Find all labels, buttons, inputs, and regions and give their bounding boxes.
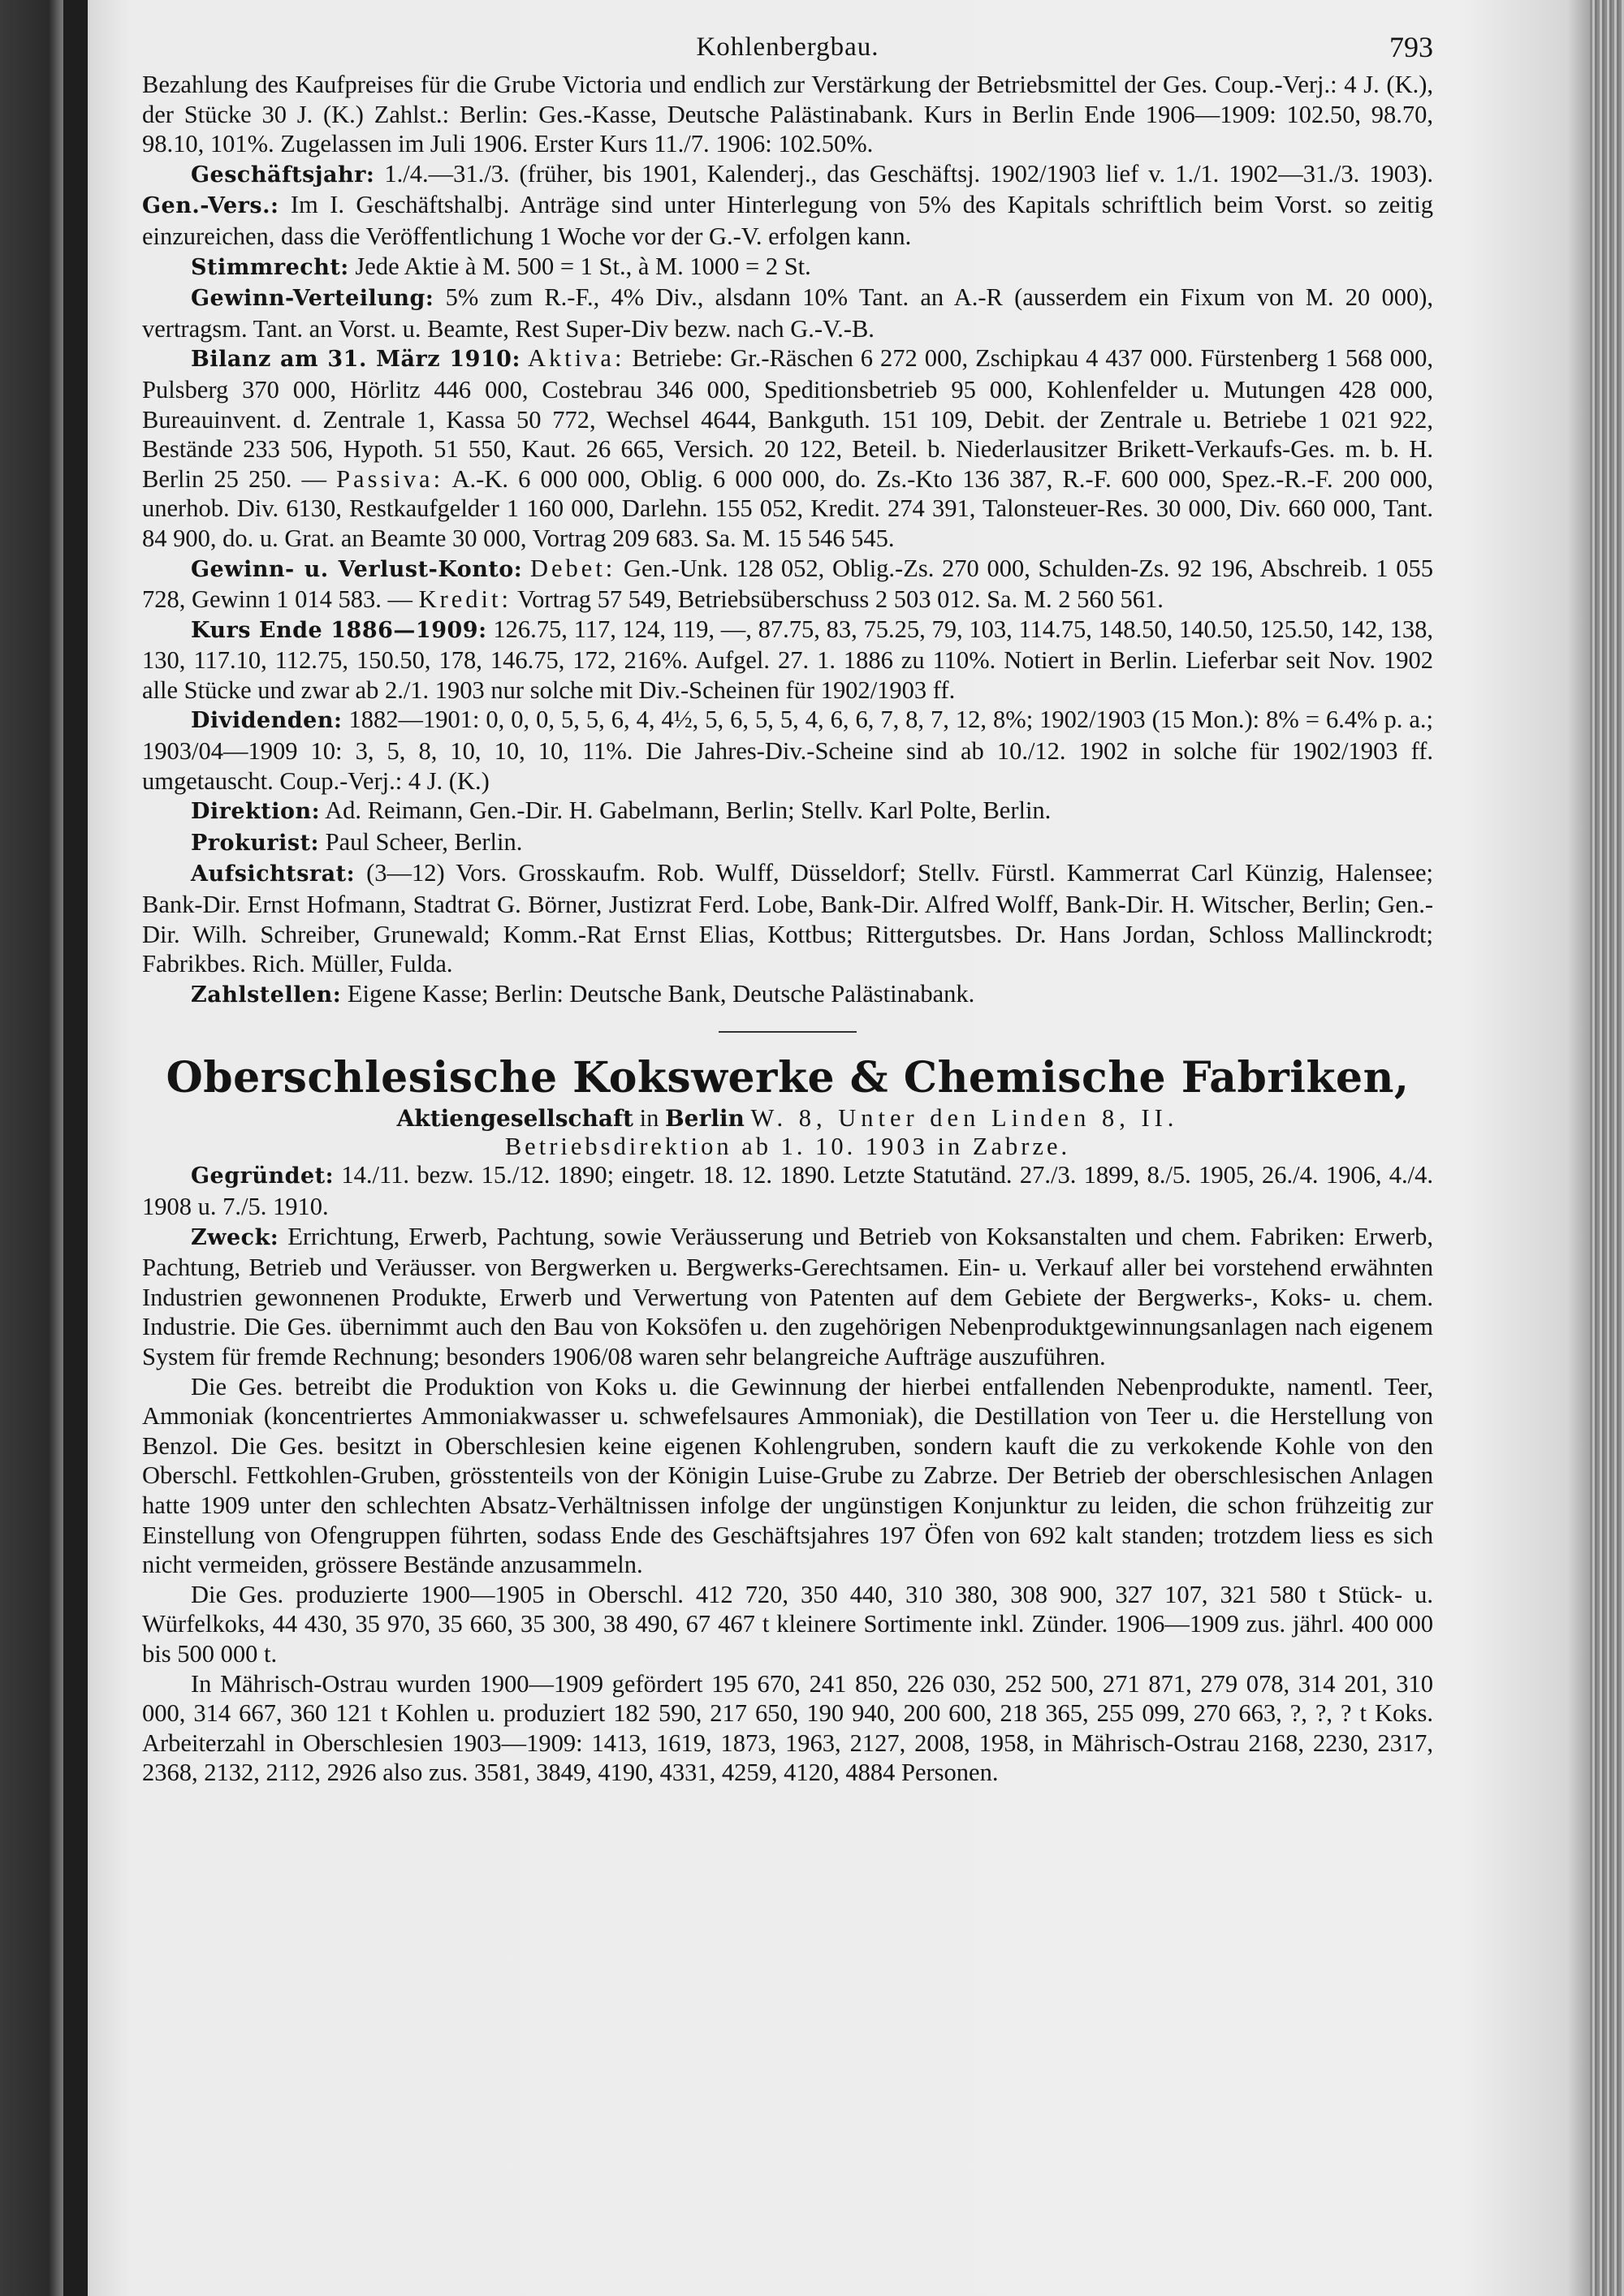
subtitle-city: Berlin <box>664 1105 745 1133</box>
paragraph-bilanz <box>142 343 1433 553</box>
subtitle-betriebsdirektion: Betriebsdirektion ab 1. 10. 1903 in Zabrze. <box>504 1133 1071 1161</box>
paragraph-aufsichtsrat <box>142 858 1433 978</box>
book-binding-edge <box>63 0 88 2296</box>
subtitle-address: W. 8, Unter den Linden 8, II. <box>750 1104 1179 1133</box>
company-title: Oberschlesische Kokswerke & Chemische Fabriken, <box>166 1053 1410 1103</box>
text-gewinnverteilung: 5% zum R.-F., 4% Div., alsdann 10% Tant. an A.-R (ausserdem ein Fixum von M. 20 000), vertragsm. Tant. an Vorst. u. Beamte, Rest Super-Div bezw. nach G.-V.-B. <box>142 283 1434 343</box>
label-aufsichtsrat: Aufsichtsrat: <box>191 861 356 887</box>
paragraph-maehrisch-ostrau: In Mährisch-Ostrau wurden 1900—1909 gefördert 195 670, 241 850, 226 030, 252 500, 271 871, 279 078, 314 201, 310 000, 314 667, 360 121 t Kohlen u. produziert 182 590, 217 650, 190 940, 200 600, 218 365, 255 099, 270 663, ?, ?, ? t Koks. Arbeiterzahl in Oberschlesien 1903—1909: 1413, 1619, 1873, 1963, 2127, 2008, 1958, in Mährisch-Ostrau 2168, 2230, 2317, 2368, 2132, 2112, 2926 also zus. 3581, 3849, 4190, 4331, 4259, 4120, 4884 Personen. <box>142 1669 1433 1787</box>
page-header <box>142 32 1433 70</box>
label-kurs: Kurs Ende 1886—1909: <box>191 617 487 643</box>
label-zahlstellen: Zahlstellen: <box>191 982 342 1008</box>
page-number: 793 <box>1389 31 1433 63</box>
label-gegruendet: Gegründet: <box>191 1163 335 1189</box>
text-stimmrecht: Jede Aktie à M. 500 = 1 St., à M. 1000 = 2 St. <box>355 252 811 280</box>
text-zahlstellen: Eigene Kasse; Berlin: Deutsche Bank, Deutsche Palästinabank. <box>347 979 975 1008</box>
company-subtitle <box>142 1104 1433 1133</box>
paragraph-koksproduktion: Die Ges. produzierte 1900—1905 in Oberschl. 412 720, 350 440, 310 380, 308 900, 327 107, 321 580 t Stück- u. Würfelkoks, 44 430, 35 970, 35 660, 35 300, 38 490, 67 467 t kleinere Sortimente inkl. Zünder. 1906—1909 zus. jährl. 400 000 bis 500 000 t. <box>142 1580 1433 1668</box>
paragraph-dividenden <box>142 705 1433 796</box>
section-divider <box>719 1031 857 1033</box>
label-passiva: Passiva: <box>336 464 444 493</box>
text-debet: Gen.-Unk. 128 052, Oblig.-Zs. 270 000, Schulden-Zs. 92 196, Abschreib. 1 055 728, Gewinn 1 014 583. — <box>142 554 1434 614</box>
text-aufsichtsrat: (3—12) Vors. Grosskaufm. Rob. Wulff, Düsseldorf; Stellv. Fürstl. Kammerrat Carl Künzig, Halensee; Bank-Dir. Ernst Hofmann, Stadtrat G. Börner, Justizrat Ferd. Lobe, Bank-Dir. Alfred Wolff, Bank-Dir. H. Witscher, Berlin; Gen.-Dir. Wilh. Schreiber, Grunewald; Komm.-Rat Ernst Elias, Kottbus; Rittergutsbes. Dr. Hans Jordan, Schloss Mallinckrodt; Fabrikbes. Rich. Müller, Fulda. <box>142 859 1433 978</box>
paragraph-stimmrecht <box>142 252 1433 283</box>
paragraph-zahlstellen <box>142 979 1433 1011</box>
subtitle-in: in <box>639 1104 659 1133</box>
label-dividenden: Dividenden: <box>191 708 343 734</box>
label-genvers: Gen.-Vers.: <box>142 193 279 219</box>
running-head: Kohlenbergbau. <box>696 32 879 62</box>
paragraph-intro: Bezahlung des Kaufpreises für die Grube Victoria und endlich zur Verstärkung der Betriebsmittel der Ges. Coup.-Verj.: 4 J. (K.), der Stücke 30 J. (K.) Zahlst.: Berlin: Ges.-Kasse, Deutsche Palästinabank. Kurs in Berlin Ende 1906—1909: 102.50, 98.70, 98.10, 101%. Zugelassen im Juli 1906. Erster Kurs 11./7. 1906: 102.50%. <box>142 71 1433 158</box>
page-stack-edge <box>1590 0 1624 2296</box>
subtitle-ag: Aktiengesellschaft <box>396 1105 633 1133</box>
label-zweck: Zweck: <box>191 1224 279 1250</box>
paragraph-produktion: Die Ges. betreibt die Produktion von Koks u. die Gewinnung der hierbei entfallenden Nebenprodukte, namentl. Teer, Ammoniak (koncentriertes Ammoniakwasser u. schwefelsaures Ammoniak), die Destillation von Teer u. die Herstellung von Benzol. Die Ges. besitzt in Oberschlesien keine eigenen Kohlengruben, sondern kauft die zu verkokende Kohle von den Oberschl. Fettkohlen-Gruben, grösstenteils von der Königin Luise-Grube zu Zabrze. Der Betrieb der oberschlesischen Anlagen hatte 1909 unter den schlechten Absatz-Verhältnissen infolge der ungünstigen Konjunktur zu leiden, die schon frühzeitig zur Einstellung von Ofengruppen führten, sodass Ende des Geschäftsjahres 197 Öfen von 692 kalt standen; trotzdem liess es sich nicht vermeiden, grössere Bestände anzusammeln. <box>142 1372 1433 1579</box>
text-passiva: A.-K. 6 000 000, Oblig. 6 000 000, do. Zs.-Kto 136 387, R.-F. 600 000, Spez.-R.-F. 200 000, unerhob. Div. 6130, Restkaufgelder 1 160 000, Darlehn. 155 052, Kredit. 274 391, Talonsteuer-Res. 30 000, Div. 660 000, Tant. 84 900, do. u. Grat. an Beamte 30 000, Vortrag 209 683. Sa. M. 15 546 545. <box>142 464 1433 552</box>
label-geschaeftsjahr: Geschäftsjahr: <box>191 162 375 188</box>
label-kredit: Kredit: <box>418 585 512 614</box>
text-zweck: Errichtung, Erwerb, Pachtung, sowie Veräusserung und Betrieb von Koksanstalten und chem. Fabriken: Erwerb, Pachtung, Betrieb und Veräusser. von Bergwerken u. Bergwerks-Gerechtsamen. Ein- u. Verkauf aller bei vorstehend erwähnten Industrien gewonnenen Produkte, Erwerb und Verwertung von Patenten auf dem Gebiete der Bergwerks-, Koks- u. chem. Industrie. Die Ges. übernimmt auch den Bau von Koksöfen u. den zugehörigen Nebenproduktgewinnungsanlagen nach eigenem System für fremde Rechnung; besonders 1906/08 waren sehr belangreiche Aufträge auszuführen. <box>142 1222 1434 1370</box>
label-gewinnverteilung: Gewinn-Verteilung: <box>191 286 434 312</box>
label-direktion: Direktion: <box>191 799 321 825</box>
text-dividenden: 1882—1901: 0, 0, 0, 5, 5, 6, 4, 4½, 5, 6, 5, 5, 4, 6, 6, 7, 8, 7, 12, 8%; 1902/1903 (15 Mon.): 8% = 6.4% p. a.; 1903/04—1909 10: 3, 5, 8, 10, 10, 10, 11%. Die Jahres-Div.-Scheine sind ab 10./12. 1902 in solche für 1902/1903 ff. umgetauscht. Coup.-Verj.: 4 J. (K.) <box>142 706 1434 795</box>
paragraph-guv <box>142 554 1433 615</box>
text-aktiva: Betriebe: Gr.-Räschen 6 272 000, Zschipkau 4 437 000. Fürstenberg 1 568 000, Pulsberg 370 000, Hörlitz 446 000, Costebrau 346 000, Speditionsbetrieb 95 000, Kohlenfelder u. Mutungen 428 000, Bureauinvent. d. Zentrale 1, Kassa 50 772, Wechsel 4644, Bankguth. 151 109, Debit. der Zentrale u. Betriebe 1 021 922, Bestände 233 506, Hypoth. 51 550, Kaut. 26 665, Versich. 20 122, Beteil. b. Niederlausitzer Brikett-Verkaufs-Ges. m. b. H. Berlin 25 250. — <box>142 344 1434 493</box>
label-debet: Debet: <box>529 554 616 582</box>
paragraph-prokurist <box>142 827 1433 859</box>
paragraph-geschaeftsjahr <box>142 159 1433 252</box>
page-content <box>142 32 1433 1788</box>
label-stimmrecht: Stimmrecht: <box>191 254 349 280</box>
paragraph-gewinnverteilung <box>142 283 1433 343</box>
text-kredit: Vortrag 57 549, Betriebsüberschuss 2 503 012. Sa. M. 2 560 561. <box>517 585 1164 614</box>
text-direktion: Ad. Reimann, Gen.-Dir. H. Gabelmann, Berlin; Stellv. Karl Polte, Berlin. <box>325 796 1052 825</box>
text-gegruendet: 14./11. bezw. 15./12. 1890; eingetr. 18. 12. 1890. Letzte Statutänd. 27./3. 1899, 8./5. 1905, 26./4. 1906, 4./4. 1908 u. 7./5. 1910. <box>142 1161 1433 1220</box>
paragraph-gegruendet <box>142 1160 1433 1221</box>
text-kurs: 126.75, 117, 124, 119, —, 87.75, 83, 75.25, 79, 103, 114.75, 148.50, 140.50, 125.50, 142, 138, 130, 117.10, 112.75, 150.50, 178, 146.75, 172, 216%. Aufgel. 27. 1. 1886 zu 110%. Notiert in Berlin. Lieferbar seit Nov. 1902 alle Stücke und zwar ab 2./1. 1903 nur solche mit Div.-Scheinen für 1902/1903 ff. <box>142 615 1434 704</box>
label-bilanz: Bilanz am 31. März 1910: <box>191 347 520 373</box>
paragraph-direktion <box>142 796 1433 827</box>
paragraph-kurs <box>142 615 1433 706</box>
label-aktiva: Aktiva: <box>527 344 625 373</box>
text-genvers: Im I. Geschäftshalbj. Anträge sind unter Hinterlegung von 5% des Kapitals schriftlich beim Vorst. so zeitig einzureichen, dass die Veröffentlichung 1 Woche vor der G.-V. erfolgen kann. <box>142 191 1433 250</box>
label-prokurist: Prokurist: <box>191 830 319 856</box>
paragraph-zweck <box>142 1222 1433 1372</box>
text-prokurist: Paul Scheer, Berlin. <box>325 827 523 856</box>
text-geschaeftsjahr: 1./4.—31./3. (früher, bis 1901, Kalenderj., das Geschäftsj. 1902/1903 lief v. 1./1. 1902—31./3. 1903). <box>384 159 1434 188</box>
label-guv: Gewinn- u. Verlust-Konto: <box>191 556 523 582</box>
